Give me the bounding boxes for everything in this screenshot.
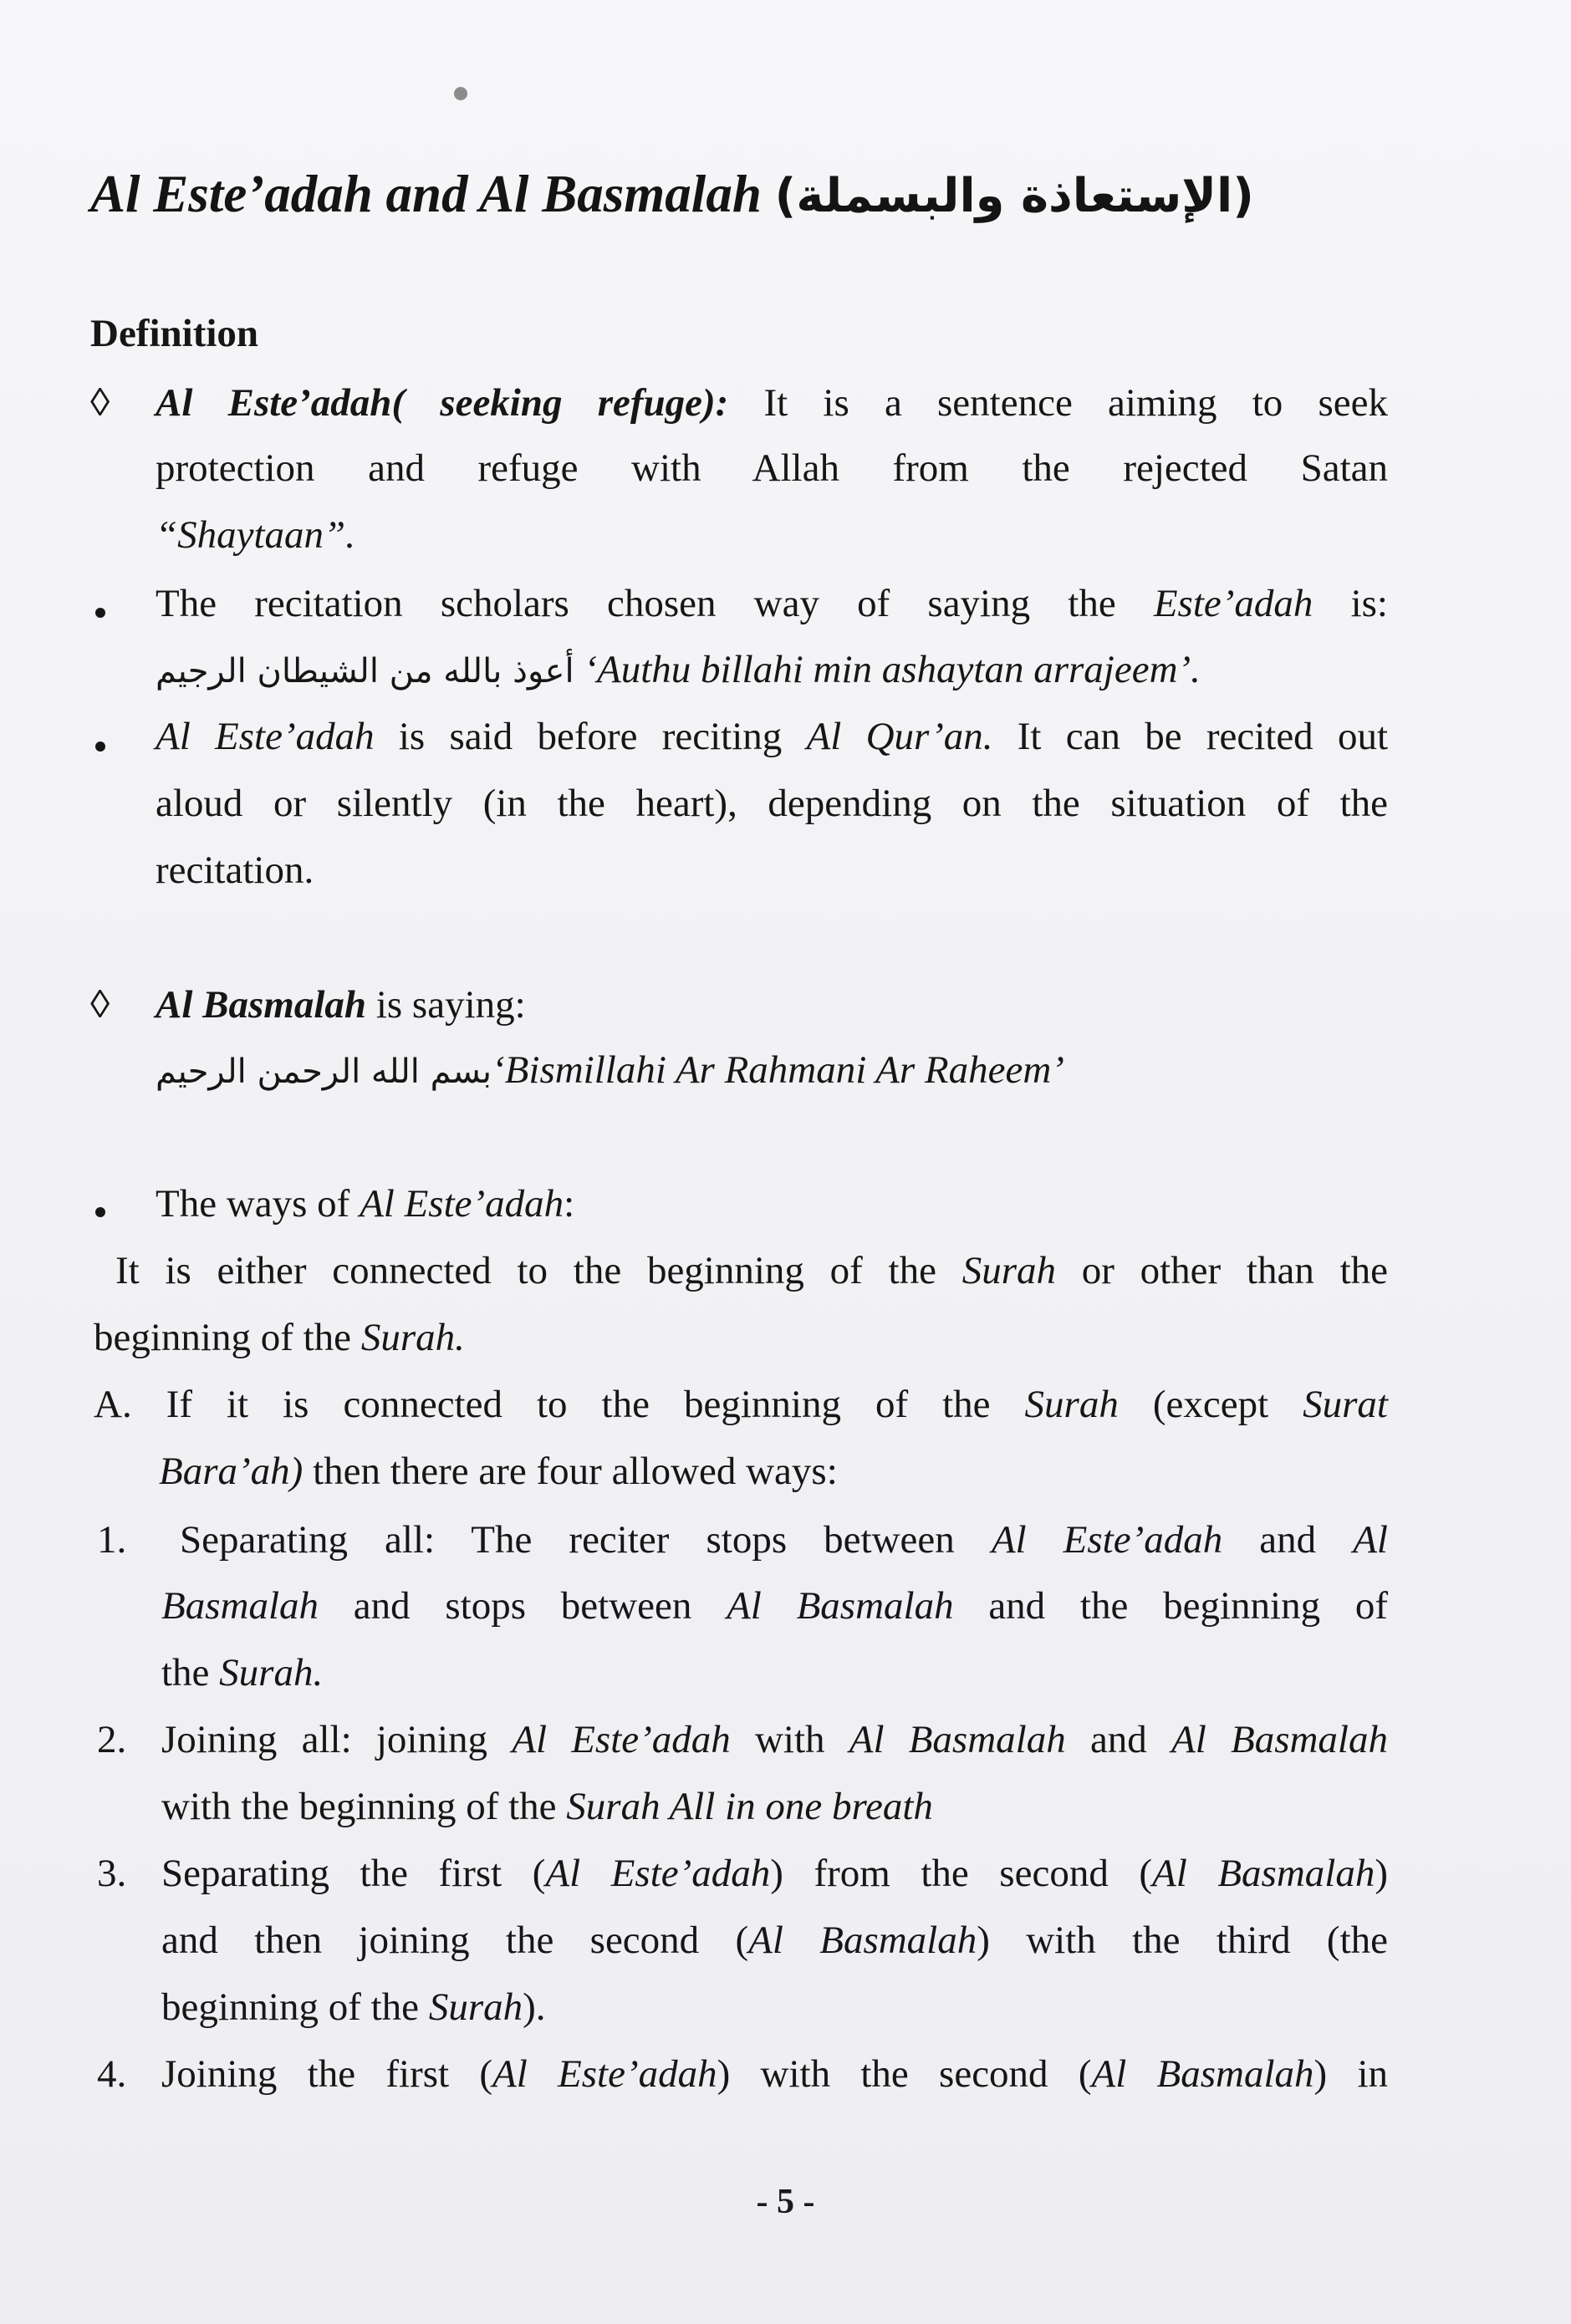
way4-line1: Joining the first (Al Este’adah) with the second (Al Basmalah) in [161, 2052, 1389, 2096]
def-este-line1: Al Este’adah( seeking refuge): It is a sentence aiming to seek [156, 381, 1388, 425]
way1-line3: the Surah. [161, 1651, 324, 1695]
bullet2-line2: aloud or silently (in the heart), depending on the situation of the [156, 782, 1388, 825]
para-line2: beginning of the Surah. [94, 1316, 465, 1359]
bullet1-line2: أعوذ بالله من الشيطان الرجيم ‘Authu billahi min ashaytan arrajeem’. [156, 648, 1201, 691]
diamond-icon: ◊ [90, 983, 110, 1027]
page-number: - 5 - [756, 2183, 815, 2221]
way1-number: 1. [97, 1518, 127, 1562]
def-basmalah-line2: بسم الله الرحمن الرحيم‘Bismillahi Ar Rahmani Ar Raheem’ [156, 1048, 1064, 1092]
heading-title: Al Este’adah and Al Basmalah [90, 165, 762, 223]
def-este-line3: “Shaytaan”. [156, 513, 355, 557]
page-dot-mark [454, 87, 467, 100]
bullet-icon [95, 742, 105, 752]
bullet2-line3: recitation. [156, 849, 314, 892]
way1-line1: Separating all: The reciter stops between Al Este’adah and Al [180, 1518, 1388, 1562]
section-label: Definition [90, 312, 259, 355]
bullet-icon [95, 608, 105, 618]
way2-line2: with the beginning of the Surah All in one breath [161, 1785, 933, 1828]
def-basmalah-line1: Al Basmalah is saying: [156, 983, 526, 1027]
bullet3-line: The ways of Al Este’adah: [156, 1182, 575, 1226]
para-line1: It is either connected to the beginning of the Surah or other than the [115, 1249, 1389, 1292]
way3-line1: Separating the first (Al Este’adah) from the second (Al Basmalah) [161, 1852, 1388, 1895]
way3-line2: and then joining the second (Al Basmalah) with the third (the [161, 1919, 1388, 1962]
page-heading [90, 164, 1254, 225]
heading-arabic: (الإستعاذة والبسملة) [774, 169, 1254, 223]
way3-number: 3. [97, 1852, 127, 1895]
way2-line1: Joining all: joining Al Este’adah with Al Basmalah and Al Basmalah [161, 1718, 1388, 1761]
bullet1-line1: The recitation scholars chosen way of saying the Este’adah is: [156, 582, 1388, 625]
way4-number: 4. [97, 2052, 127, 2096]
itemA-line2: Bara’ah) then there are four allowed ways: [159, 1450, 838, 1493]
way3-line3: beginning of the Surah). [161, 1985, 546, 2029]
diamond-icon: ◊ [90, 381, 110, 425]
bleed-through-texture [92, 251, 1396, 293]
bullet2-line1: Al Este’adah is said before reciting Al Qur’an. It can be recited out [156, 715, 1388, 758]
itemA-line1: A. If it is connected to the beginning of the Surah (except Surat [94, 1383, 1388, 1426]
bullet-icon [95, 1207, 105, 1217]
def-este-line2: protection and refuge with Allah from the rejected Satan [156, 446, 1388, 490]
way1-line2: Basmalah and stops between Al Basmalah and the beginning of [161, 1584, 1388, 1628]
way2-number: 2. [97, 1718, 127, 1761]
